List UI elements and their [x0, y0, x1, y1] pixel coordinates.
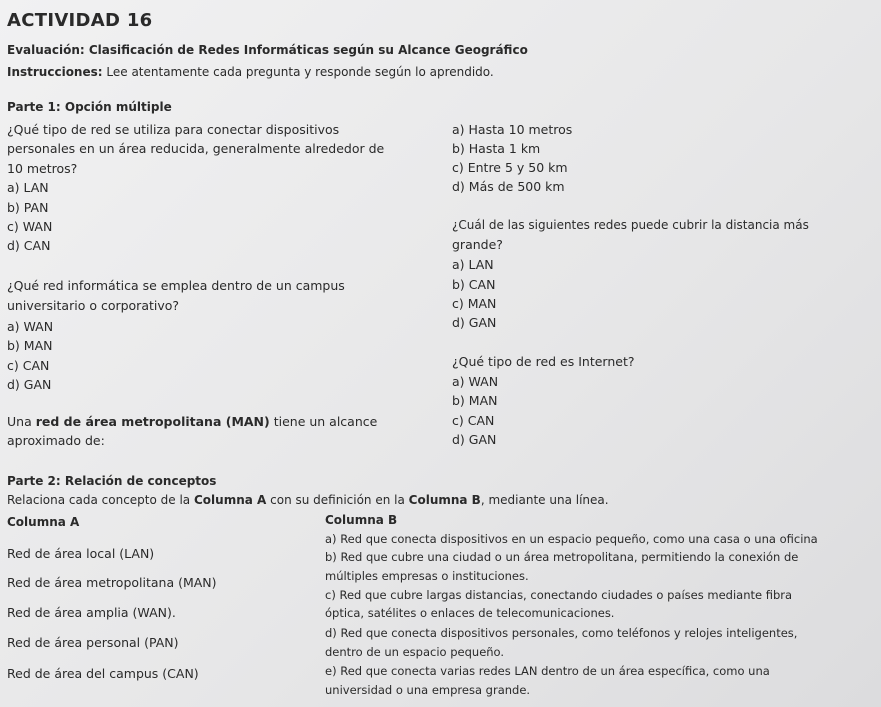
q4-option-b: b) CAN — [452, 277, 496, 292]
q3-line-2: aproximado de: — [7, 433, 105, 448]
q4-option-c: c) MAN — [452, 296, 497, 311]
part2-instr-post: , mediante una línea. — [480, 493, 609, 507]
q3-option-c: c) Entre 5 y 50 km — [452, 160, 568, 175]
col-b-line-6: d) Red que conecta dispositivos personales, como teléfonos y relojes inteligentes, — [325, 626, 798, 640]
q2-option-c: c) CAN — [7, 358, 50, 373]
col-b-line-9: universidad o una empresa grande. — [325, 683, 531, 697]
part2-instructions — [7, 493, 609, 508]
instructions — [7, 65, 494, 80]
q3-option-d: d) Más de 500 km — [452, 179, 565, 194]
q5-option-a: a) WAN — [452, 374, 499, 389]
q1-line-1: ¿Qué tipo de red se utiliza para conectar dispositivos — [7, 122, 340, 137]
q3-text-pre: Una — [7, 414, 36, 429]
q4-line-1: ¿Cuál de las siguientes redes puede cubrir la distancia más — [452, 218, 809, 232]
col-a-item-wan: Red de área amplia (WAN). — [7, 605, 176, 620]
col-b-line-4: c) Red que cubre largas distancias, conectando ciudades o países mediante fibra — [325, 588, 793, 602]
q5-option-c: c) CAN — [452, 413, 495, 428]
q3-option-b: b) Hasta 1 km — [452, 141, 541, 156]
col-b-line-5: óptica, satélites o enlaces de telecomunicaciones. — [325, 606, 615, 620]
col-b-line-3: múltiples empresas o instituciones. — [325, 569, 529, 583]
q1-option-d: d) CAN — [7, 238, 51, 253]
col-a-item-can: Red de área del campus (CAN) — [7, 666, 199, 681]
column-a-header: Columna A — [7, 515, 80, 529]
part2-heading: Parte 2: Relación de conceptos — [7, 474, 217, 488]
column-b-header: Columna B — [325, 513, 398, 527]
q1-line-2: personales en un área reducida, generalmente alrededor de — [7, 141, 385, 156]
page-title: ACTIVIDAD 16 — [7, 10, 153, 31]
q1-option-c: c) WAN — [7, 219, 53, 234]
col-b-line-2: b) Red que cubre una ciudad o un área metropolitana, permitiendo la conexión de — [325, 550, 799, 564]
instructions-label: Instrucciones: — [7, 65, 103, 79]
part2-instr-mid: con su definición en la — [266, 493, 409, 507]
q4-line-2: grande? — [452, 237, 503, 252]
q3-line-1 — [7, 414, 377, 429]
part1-heading: Parte 1: Opción múltiple — [7, 100, 172, 114]
evaluation-title: Evaluación: Clasificación de Redes Informáticas según su Alcance Geográfico — [7, 43, 528, 57]
q2-option-d: d) GAN — [7, 377, 52, 392]
part2-instr-col-b: Columna B — [408, 493, 481, 507]
q3-text-post: tiene un alcance — [269, 414, 378, 429]
q1-option-a: a) LAN — [7, 180, 49, 195]
q2-line-2: universitario o corporativo? — [7, 298, 180, 313]
part2-instr-col-a: Columna A — [193, 493, 267, 507]
q4-option-d: d) GAN — [452, 315, 497, 330]
q5-line: ¿Qué tipo de red es Internet? — [452, 354, 635, 369]
q1-option-b: b) PAN — [7, 200, 49, 215]
instructions-text: Lee atentamente cada pregunta y responde según lo aprendido. — [106, 65, 494, 79]
q1-line-3: 10 metros? — [7, 161, 78, 176]
q3-option-a: a) Hasta 10 metros — [452, 122, 573, 137]
q2-option-a: a) WAN — [7, 319, 54, 334]
col-b-line-7: dentro de un espacio pequeño. — [325, 645, 505, 659]
q2-option-b: b) MAN — [7, 338, 53, 353]
q3-text-bold: red de área metropolitana (MAN) — [35, 414, 270, 429]
col-b-line-8: e) Red que conecta varias redes LAN dentro de un área específica, como una — [325, 664, 770, 678]
q2-line-1: ¿Qué red informática se emplea dentro de un campus — [7, 278, 345, 293]
col-a-item-man: Red de área metropolitana (MAN) — [7, 575, 217, 590]
col-a-item-pan: Red de área personal (PAN) — [7, 635, 179, 650]
col-a-item-lan: Red de área local (LAN) — [7, 546, 155, 561]
q5-option-b: b) MAN — [452, 393, 498, 408]
part2-instr-pre: Relaciona cada concepto de la — [7, 493, 194, 507]
q5-option-d: d) GAN — [452, 432, 497, 447]
q4-option-a: a) LAN — [452, 257, 494, 272]
col-b-line-1: a) Red que conecta dispositivos en un espacio pequeño, como una casa o una oficina — [325, 532, 818, 546]
